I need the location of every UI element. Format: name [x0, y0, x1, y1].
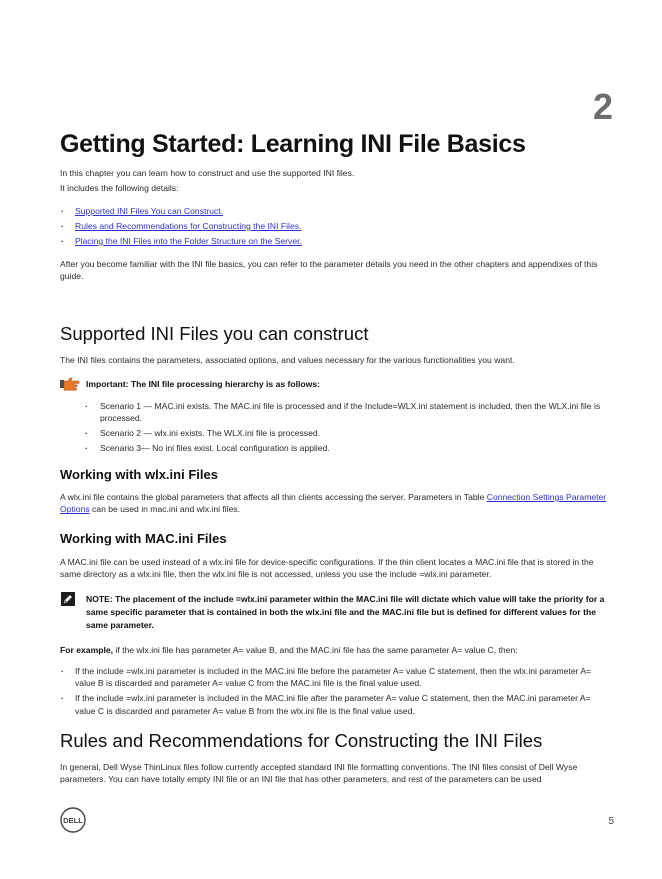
scenario-item: · Scenario 1 — MAC.ini exists. The MAC.ini file is processed and if the Include=WLX.ini statement is included, then the WLX.ini file is processed. — [60, 400, 612, 425]
wlx-text-before: A wlx.ini file contains the global parameters that affects all thin clients accessing the server. Parameters in Table — [60, 492, 487, 502]
supported-paragraph: The INI files contains the parameters, associated options, and values necessary for the various functionalities you want. — [60, 355, 515, 365]
note-text: NOTE: The placement of the include =wlx.ini parameter within the MAC.ini file will dictate which value will take the priority for a same specific parameter that is contained in both the wlx.ini file and the MAC.ini file but is defined for different values for the same parameter. — [86, 594, 605, 631]
section-rules — [60, 730, 612, 752]
scenario-list-block — [60, 400, 612, 457]
rules-text-block — [60, 761, 612, 786]
example-list-block — [60, 665, 612, 720]
note-callout-box — [60, 593, 612, 633]
note-callout — [60, 593, 612, 633]
mac-paragraph: A MAC.ini file can be used instead of a wlx.ini file for device-specific configurations. If the thin client locates a MAC.ini file that is stored in the same directory as a wlx.ini file, then the wlx.ini file is not accessed, unless you use the include =wlx.ini parameter. — [60, 557, 594, 580]
toc-item — [60, 205, 612, 217]
example-label: For example, — [60, 645, 114, 655]
after-intro-block — [60, 258, 612, 283]
toc-item — [60, 235, 612, 247]
toc-item — [60, 220, 612, 232]
section-supported — [60, 323, 612, 345]
scenario-item: · Scenario 3— No ini files exist. Local configuration is applied. — [60, 442, 612, 454]
intro-paragraph-1: In this chapter you can learn how to construct and use the supported INI files. — [60, 168, 355, 178]
intro-block — [60, 167, 612, 195]
section-heading-rules: Rules and Recommendations for Constructing the INI Files — [60, 730, 543, 751]
mac-heading-block — [60, 531, 612, 546]
page-number: 5 — [608, 816, 614, 827]
section-heading-mac: Working with MAC.ini Files — [60, 531, 227, 546]
toc-link-supported-ini[interactable]: Supported INI Files You can Construct. — [75, 206, 224, 216]
dell-logo-icon — [60, 807, 86, 833]
wlx-text-block — [60, 491, 612, 516]
important-callout-box — [60, 378, 612, 391]
supported-text-block — [60, 354, 612, 366]
scenario-list — [60, 400, 612, 455]
section-heading-supported: Supported INI Files you can construct — [60, 323, 369, 344]
example-paragraph — [60, 644, 612, 656]
after-intro-paragraph: After you become familiar with the INI file basics, you can refer to the parameter details you need in the other chapters and appendixes of this guide. — [60, 259, 598, 282]
intro-paragraph-2: It includes the following details: — [60, 183, 179, 194]
rules-paragraph: In general, Dell Wyse ThinLinux files follow currently accepted standard INI file formatting conventions. The INI files consist of Dell Wyse parameters. You can have totally empty INI file or an INI file that has other parameters, and rest of the parameters can be used — [60, 762, 578, 785]
toc-link-rules[interactable]: Rules and Recommendations for Constructing the INI Files. — [75, 221, 302, 231]
page-title-block — [60, 130, 612, 159]
example-block — [60, 644, 612, 656]
toc-list-block — [60, 205, 612, 250]
page-title: Getting Started: Learning INI File Basics — [60, 130, 526, 158]
toc-list — [60, 205, 612, 247]
important-callout — [60, 378, 612, 391]
example-item: · If the include =wlx.ini parameter is included in the MAC.ini file before the parameter A= value C statement, then the wlx.ini parameter A= value B is discarded and parameter A= value C from the MAC.ini file is the final value used. — [60, 665, 612, 690]
example-item: · If the include =wlx.ini parameter is included in the MAC.ini file after the parameter A= value C statement, then the MAC.ini parameter A= value C is discarded and parameter A= value B from the wlx.ini file is the final value used. — [60, 692, 612, 717]
example-text: if the wlx.ini file has parameter A= value B, and the MAC.ini file has the same parameter A= value C, then: — [113, 645, 518, 655]
important-text: Important: The INI file processing hierarchy is as follows: — [86, 379, 320, 389]
dell-logo-text: DELL — [63, 815, 83, 825]
section-heading-wlx: Working with wlx.ini Files — [60, 467, 218, 482]
example-list — [60, 665, 612, 717]
chapter-number: 2 — [592, 86, 613, 127]
connection-settings-link[interactable]: Connection Settings Parameter Options — [60, 492, 607, 515]
toc-link-placing[interactable]: Placing the INI Files into the Folder Structure on the Server. — [75, 236, 302, 246]
pencil-note-icon — [60, 591, 76, 612]
scenario-item: · Scenario 2 — wlx.ini exists. The WLX.ini file is processed. — [60, 427, 612, 439]
mac-text-block — [60, 556, 612, 581]
wlx-paragraph — [60, 491, 612, 516]
wlx-heading-block — [60, 467, 612, 482]
pointing-hand-icon — [60, 376, 80, 397]
wlx-text-after: can be used in mac.ini and wlx.ini files. — [89, 504, 241, 515]
